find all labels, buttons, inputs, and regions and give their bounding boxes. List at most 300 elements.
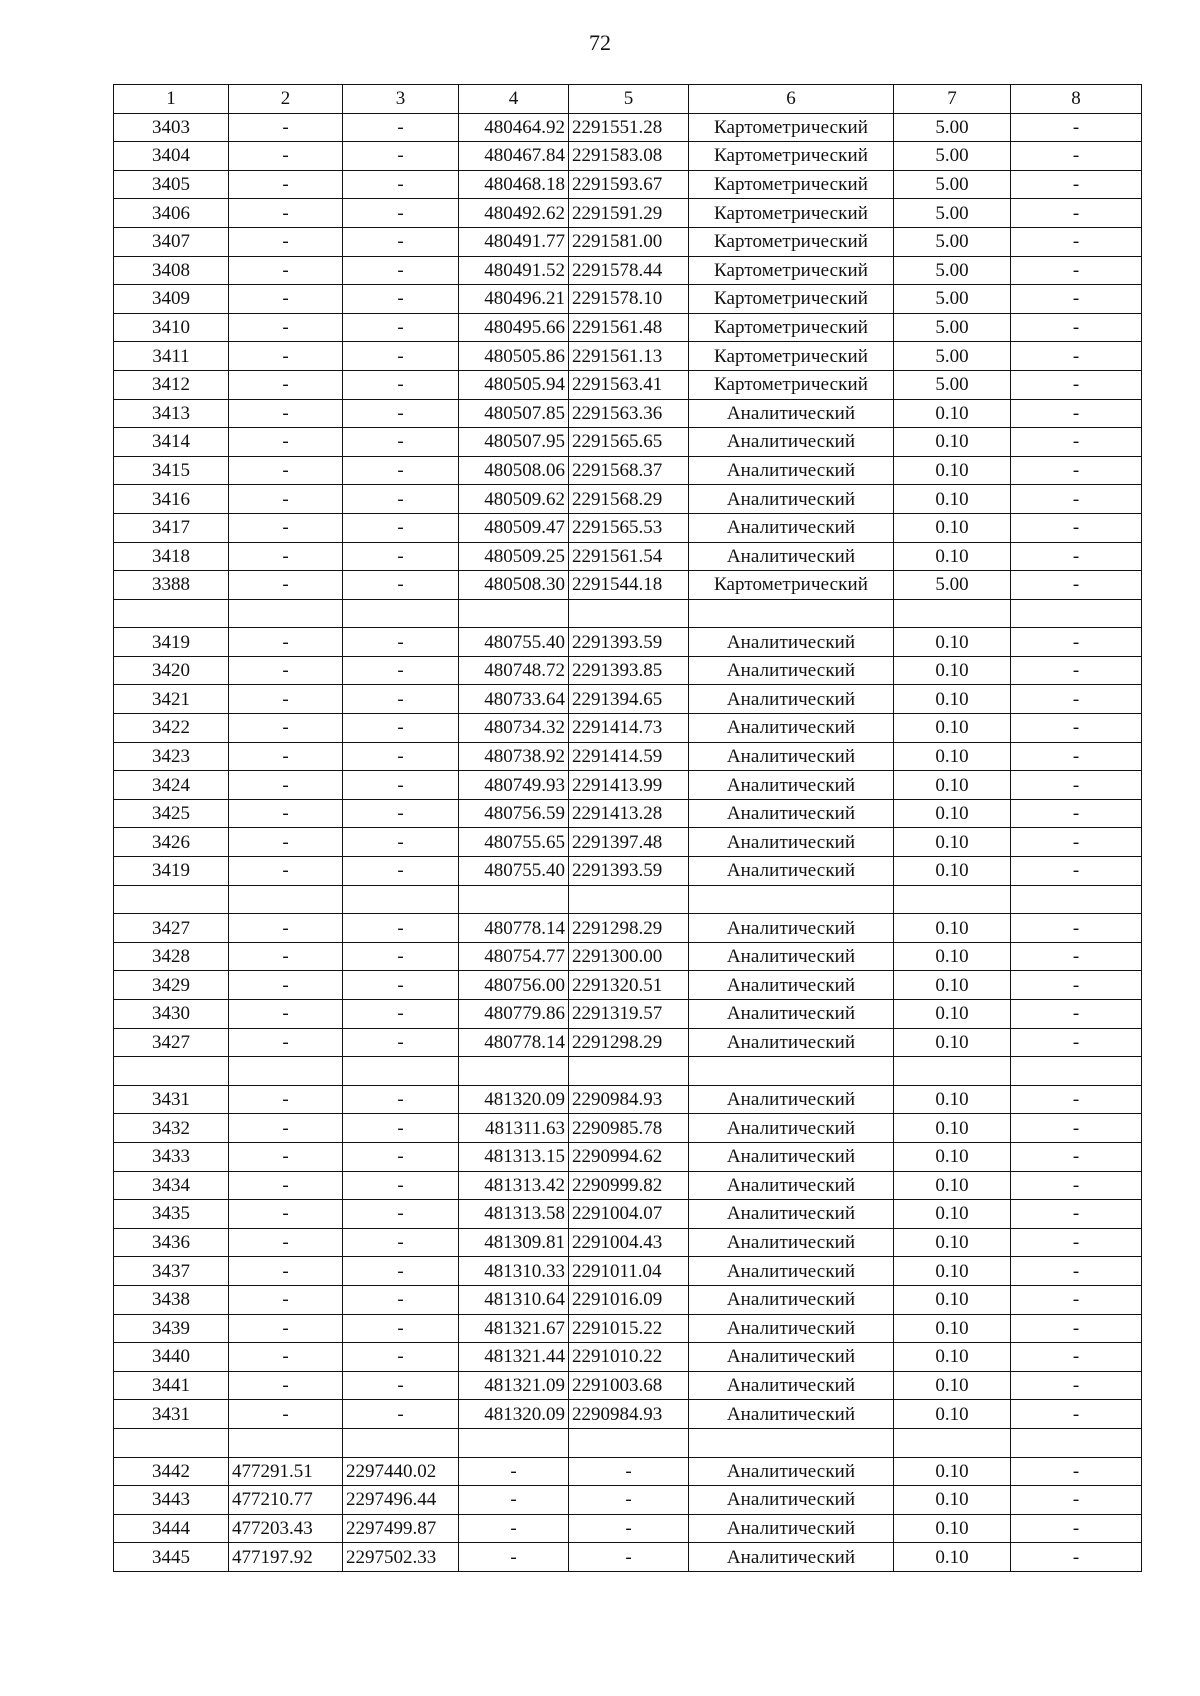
description-cell: -	[1011, 685, 1142, 714]
table-row	[114, 885, 1142, 914]
description-cell	[1011, 1057, 1142, 1086]
x-new-cell	[459, 1057, 569, 1086]
x-old-cell: -	[229, 828, 343, 857]
table-row	[114, 199, 1142, 228]
x-old-cell: -	[229, 1314, 343, 1343]
x-old-cell: -	[229, 399, 343, 428]
y-old-cell: -	[343, 1400, 459, 1429]
accuracy-cell: 0.10	[894, 1457, 1011, 1486]
y-old-cell: -	[343, 370, 459, 399]
x-old-cell: -	[229, 571, 343, 600]
point-number-cell: 3430	[114, 1000, 229, 1029]
x-old-cell: -	[229, 313, 343, 342]
description-cell: -	[1011, 485, 1142, 514]
point-number-cell: 3419	[114, 857, 229, 886]
accuracy-cell: 0.10	[894, 1486, 1011, 1515]
table-row	[114, 313, 1142, 342]
table-row	[114, 456, 1142, 485]
accuracy-cell: 0.10	[894, 799, 1011, 828]
description-cell: -	[1011, 714, 1142, 743]
point-number-cell: 3436	[114, 1228, 229, 1257]
y-old-cell: -	[343, 971, 459, 1000]
method-cell: Картометрический	[689, 142, 894, 171]
description-cell: -	[1011, 1314, 1142, 1343]
y-new-cell: 2291561.13	[569, 342, 689, 371]
x-old-cell: -	[229, 456, 343, 485]
y-old-cell: -	[343, 170, 459, 199]
y-new-cell: 2290999.82	[569, 1171, 689, 1200]
method-cell: Аналитический	[689, 1457, 894, 1486]
description-cell: -	[1011, 1142, 1142, 1171]
x-new-cell: 480505.86	[459, 342, 569, 371]
y-new-cell: 2291578.44	[569, 256, 689, 285]
x-old-cell: -	[229, 1371, 343, 1400]
point-number-cell: 3419	[114, 628, 229, 657]
x-old-cell: -	[229, 170, 343, 199]
table-row	[114, 1343, 1142, 1372]
point-number-cell	[114, 599, 229, 628]
y-new-cell: 2291583.08	[569, 142, 689, 171]
point-number-cell: 3437	[114, 1257, 229, 1286]
y-old-cell: -	[343, 1314, 459, 1343]
accuracy-cell: 5.00	[894, 170, 1011, 199]
method-cell: Аналитический	[689, 485, 894, 514]
y-new-cell: 2291393.59	[569, 857, 689, 886]
x-old-cell: -	[229, 799, 343, 828]
point-number-cell: 3439	[114, 1314, 229, 1343]
accuracy-cell: 0.10	[894, 1200, 1011, 1229]
x-new-cell: 480491.52	[459, 256, 569, 285]
accuracy-cell: 0.10	[894, 771, 1011, 800]
x-old-cell: -	[229, 199, 343, 228]
point-number-cell: 3422	[114, 714, 229, 743]
x-new-cell	[459, 1428, 569, 1457]
description-cell: -	[1011, 571, 1142, 600]
y-new-cell: 2291393.85	[569, 656, 689, 685]
table-row	[114, 771, 1142, 800]
method-cell: Картометрический	[689, 370, 894, 399]
point-number-cell: 3427	[114, 1028, 229, 1057]
x-old-cell: -	[229, 1114, 343, 1143]
description-cell: -	[1011, 771, 1142, 800]
accuracy-cell: 5.00	[894, 285, 1011, 314]
table-row	[114, 142, 1142, 171]
accuracy-cell: 5.00	[894, 256, 1011, 285]
point-number-cell: 3429	[114, 971, 229, 1000]
x-old-cell	[229, 1428, 343, 1457]
x-new-cell: 480505.94	[459, 370, 569, 399]
accuracy-cell: 0.10	[894, 1514, 1011, 1543]
table-row	[114, 370, 1142, 399]
point-number-cell: 3427	[114, 914, 229, 943]
method-cell: Аналитический	[689, 1543, 894, 1572]
y-old-cell: -	[343, 571, 459, 600]
point-number-cell: 3410	[114, 313, 229, 342]
description-cell: -	[1011, 370, 1142, 399]
point-number-cell	[114, 1057, 229, 1086]
method-cell: Аналитический	[689, 1000, 894, 1029]
y-new-cell: 2290994.62	[569, 1142, 689, 1171]
description-cell: -	[1011, 313, 1142, 342]
method-cell: Аналитический	[689, 1400, 894, 1429]
point-number-cell: 3441	[114, 1371, 229, 1400]
x-old-cell: -	[229, 857, 343, 886]
x-new-cell: 480495.66	[459, 313, 569, 342]
description-cell: -	[1011, 828, 1142, 857]
method-cell: Аналитический	[689, 628, 894, 657]
point-number-cell: 3444	[114, 1514, 229, 1543]
method-cell: Аналитический	[689, 1028, 894, 1057]
x-old-cell: -	[229, 1142, 343, 1171]
x-old-cell: -	[229, 1000, 343, 1029]
x-new-cell: 480734.32	[459, 714, 569, 743]
y-old-cell: -	[343, 113, 459, 142]
x-new-cell: 480749.93	[459, 771, 569, 800]
method-cell: Аналитический	[689, 1514, 894, 1543]
coordinates-table	[113, 84, 1142, 1572]
method-cell: Аналитический	[689, 1343, 894, 1372]
header-cell: 7	[894, 85, 1011, 114]
x-old-cell: -	[229, 628, 343, 657]
y-new-cell: 2291004.43	[569, 1228, 689, 1257]
y-new-cell: 2291563.41	[569, 370, 689, 399]
x-new-cell: 480464.92	[459, 113, 569, 142]
y-old-cell: -	[343, 256, 459, 285]
x-new-cell: 480756.59	[459, 799, 569, 828]
x-new-cell: 481313.58	[459, 1200, 569, 1229]
accuracy-cell: 0.10	[894, 1171, 1011, 1200]
point-number-cell: 3412	[114, 370, 229, 399]
method-cell: Картометрический	[689, 342, 894, 371]
table-row	[114, 799, 1142, 828]
y-old-cell: -	[343, 399, 459, 428]
x-new-cell: 480779.86	[459, 1000, 569, 1029]
description-cell	[1011, 599, 1142, 628]
y-old-cell: -	[343, 313, 459, 342]
x-old-cell: -	[229, 1257, 343, 1286]
method-cell: Аналитический	[689, 1142, 894, 1171]
description-cell: -	[1011, 1200, 1142, 1229]
x-old-cell: -	[229, 1171, 343, 1200]
y-new-cell: 2291320.51	[569, 971, 689, 1000]
accuracy-cell: 0.10	[894, 1543, 1011, 1572]
description-cell: -	[1011, 1000, 1142, 1029]
y-new-cell: 2291593.67	[569, 170, 689, 199]
point-number-cell: 3426	[114, 828, 229, 857]
point-number-cell: 3442	[114, 1457, 229, 1486]
x-old-cell: -	[229, 342, 343, 371]
method-cell: Картометрический	[689, 170, 894, 199]
point-number-cell: 3414	[114, 428, 229, 457]
y-new-cell: 2291551.28	[569, 113, 689, 142]
table-row	[114, 1257, 1142, 1286]
accuracy-cell	[894, 885, 1011, 914]
description-cell: -	[1011, 1400, 1142, 1429]
method-cell: Аналитический	[689, 399, 894, 428]
y-new-cell: 2291568.29	[569, 485, 689, 514]
y-old-cell: -	[343, 685, 459, 714]
accuracy-cell: 0.10	[894, 1285, 1011, 1314]
x-new-cell: 481311.63	[459, 1114, 569, 1143]
method-cell: Аналитический	[689, 742, 894, 771]
method-cell: Картометрический	[689, 227, 894, 256]
y-new-cell	[569, 1057, 689, 1086]
x-new-cell: 480491.77	[459, 227, 569, 256]
y-old-cell: -	[343, 227, 459, 256]
point-number-cell: 3405	[114, 170, 229, 199]
x-old-cell: -	[229, 1285, 343, 1314]
description-cell: -	[1011, 971, 1142, 1000]
x-old-cell: -	[229, 485, 343, 514]
method-cell: Аналитический	[689, 714, 894, 743]
x-old-cell: -	[229, 1028, 343, 1057]
y-old-cell: -	[343, 1257, 459, 1286]
method-cell: Картометрический	[689, 571, 894, 600]
method-cell: Аналитический	[689, 456, 894, 485]
x-new-cell: 480508.06	[459, 456, 569, 485]
description-cell: -	[1011, 656, 1142, 685]
table-row	[114, 399, 1142, 428]
point-number-cell: 3425	[114, 799, 229, 828]
method-cell: Аналитический	[689, 685, 894, 714]
point-number-cell: 3421	[114, 685, 229, 714]
point-number-cell	[114, 885, 229, 914]
point-number-cell: 3435	[114, 1200, 229, 1229]
table-row	[114, 1028, 1142, 1057]
y-new-cell: 2291561.54	[569, 542, 689, 571]
point-number-cell: 3440	[114, 1343, 229, 1372]
description-cell: -	[1011, 1257, 1142, 1286]
x-old-cell: -	[229, 1228, 343, 1257]
header-cell: 6	[689, 85, 894, 114]
y-new-cell	[569, 1428, 689, 1457]
table-row	[114, 113, 1142, 142]
accuracy-cell: 0.10	[894, 1114, 1011, 1143]
table-row	[114, 542, 1142, 571]
x-old-cell: -	[229, 1085, 343, 1114]
point-number-cell: 3403	[114, 113, 229, 142]
y-old-cell: -	[343, 428, 459, 457]
x-new-cell: 480778.14	[459, 914, 569, 943]
description-cell: -	[1011, 942, 1142, 971]
table-row	[114, 1514, 1142, 1543]
x-new-cell: 480733.64	[459, 685, 569, 714]
accuracy-cell: 0.10	[894, 628, 1011, 657]
method-cell: Картометрический	[689, 285, 894, 314]
accuracy-cell	[894, 1057, 1011, 1086]
point-number-cell: 3428	[114, 942, 229, 971]
description-cell: -	[1011, 456, 1142, 485]
description-cell: -	[1011, 285, 1142, 314]
method-cell: Картометрический	[689, 199, 894, 228]
x-new-cell: 481313.15	[459, 1142, 569, 1171]
x-old-cell: -	[229, 428, 343, 457]
accuracy-cell: 0.10	[894, 1028, 1011, 1057]
y-new-cell: 2291397.48	[569, 828, 689, 857]
x-new-cell	[459, 599, 569, 628]
x-old-cell: 477203.43	[229, 1514, 343, 1543]
x-new-cell: 480778.14	[459, 1028, 569, 1057]
header-cell: 8	[1011, 85, 1142, 114]
y-new-cell: 2291414.73	[569, 714, 689, 743]
point-number-cell: 3424	[114, 771, 229, 800]
method-cell	[689, 885, 894, 914]
accuracy-cell: 0.10	[894, 857, 1011, 886]
table-row	[114, 170, 1142, 199]
table-body	[114, 113, 1142, 1571]
method-cell: Аналитический	[689, 799, 894, 828]
description-cell: -	[1011, 1028, 1142, 1057]
table-row	[114, 1142, 1142, 1171]
y-new-cell: 2291414.59	[569, 742, 689, 771]
point-number-cell: 3432	[114, 1114, 229, 1143]
x-new-cell: -	[459, 1543, 569, 1572]
point-number-cell: 3409	[114, 285, 229, 314]
y-old-cell: -	[343, 1171, 459, 1200]
description-cell: -	[1011, 256, 1142, 285]
x-old-cell: 477210.77	[229, 1486, 343, 1515]
accuracy-cell: 0.10	[894, 942, 1011, 971]
header-cell: 4	[459, 85, 569, 114]
y-new-cell: -	[569, 1514, 689, 1543]
y-new-cell: 2291568.37	[569, 456, 689, 485]
point-number-cell: 3408	[114, 256, 229, 285]
x-old-cell: -	[229, 142, 343, 171]
x-old-cell: -	[229, 771, 343, 800]
accuracy-cell: 0.10	[894, 1000, 1011, 1029]
method-cell: Аналитический	[689, 656, 894, 685]
y-old-cell: 2297496.44	[343, 1486, 459, 1515]
table-row	[114, 942, 1142, 971]
table-row	[114, 428, 1142, 457]
table-row	[114, 342, 1142, 371]
point-number-cell: 3420	[114, 656, 229, 685]
y-new-cell: 2291298.29	[569, 1028, 689, 1057]
table-header-row	[114, 85, 1142, 114]
method-cell: Аналитический	[689, 1114, 894, 1143]
description-cell: -	[1011, 1285, 1142, 1314]
x-old-cell: -	[229, 113, 343, 142]
x-old-cell: -	[229, 542, 343, 571]
x-new-cell: 481309.81	[459, 1228, 569, 1257]
x-old-cell: -	[229, 656, 343, 685]
accuracy-cell: 0.10	[894, 742, 1011, 771]
method-cell	[689, 1057, 894, 1086]
y-new-cell: 2291413.28	[569, 799, 689, 828]
y-new-cell: 2291016.09	[569, 1285, 689, 1314]
table-row	[114, 914, 1142, 943]
description-cell: -	[1011, 1371, 1142, 1400]
table-row	[114, 714, 1142, 743]
x-new-cell: 481320.09	[459, 1085, 569, 1114]
point-number-cell: 3413	[114, 399, 229, 428]
accuracy-cell: 0.10	[894, 1142, 1011, 1171]
x-new-cell: 481310.64	[459, 1285, 569, 1314]
table-row	[114, 1314, 1142, 1343]
accuracy-cell: 0.10	[894, 399, 1011, 428]
header-cell: 1	[114, 85, 229, 114]
point-number-cell: 3418	[114, 542, 229, 571]
accuracy-cell: 0.10	[894, 456, 1011, 485]
table-row	[114, 1285, 1142, 1314]
accuracy-cell: 5.00	[894, 571, 1011, 600]
method-cell: Картометрический	[689, 313, 894, 342]
x-old-cell	[229, 1057, 343, 1086]
y-new-cell: 2290984.93	[569, 1085, 689, 1114]
accuracy-cell: 0.10	[894, 1400, 1011, 1429]
y-old-cell: -	[343, 1000, 459, 1029]
method-cell	[689, 1428, 894, 1457]
method-cell: Аналитический	[689, 1314, 894, 1343]
table-row	[114, 1543, 1142, 1572]
table-row	[114, 1000, 1142, 1029]
y-new-cell: 2291004.07	[569, 1200, 689, 1229]
x-old-cell: -	[229, 742, 343, 771]
y-new-cell: 2291393.59	[569, 628, 689, 657]
point-number-cell: 3411	[114, 342, 229, 371]
x-new-cell: 480755.65	[459, 828, 569, 857]
y-old-cell: -	[343, 628, 459, 657]
x-new-cell: 481321.09	[459, 1371, 569, 1400]
method-cell: Аналитический	[689, 1171, 894, 1200]
y-new-cell: 2291298.29	[569, 914, 689, 943]
method-cell: Аналитический	[689, 771, 894, 800]
table-row	[114, 1085, 1142, 1114]
table-row	[114, 285, 1142, 314]
accuracy-cell: 0.10	[894, 1343, 1011, 1372]
description-cell: -	[1011, 542, 1142, 571]
accuracy-cell: 5.00	[894, 313, 1011, 342]
y-old-cell: -	[343, 285, 459, 314]
description-cell: -	[1011, 1543, 1142, 1572]
y-old-cell	[343, 1428, 459, 1457]
x-old-cell: -	[229, 914, 343, 943]
table-row	[114, 1200, 1142, 1229]
y-old-cell: -	[343, 199, 459, 228]
description-cell: -	[1011, 628, 1142, 657]
x-old-cell	[229, 885, 343, 914]
table-row	[114, 1400, 1142, 1429]
x-old-cell: -	[229, 685, 343, 714]
description-cell: -	[1011, 227, 1142, 256]
description-cell: -	[1011, 428, 1142, 457]
method-cell: Аналитический	[689, 1200, 894, 1229]
description-cell	[1011, 1428, 1142, 1457]
y-new-cell: 2291010.22	[569, 1343, 689, 1372]
x-old-cell: -	[229, 256, 343, 285]
y-old-cell: -	[343, 656, 459, 685]
y-old-cell: -	[343, 799, 459, 828]
accuracy-cell: 0.10	[894, 971, 1011, 1000]
x-new-cell: 480492.62	[459, 199, 569, 228]
x-old-cell: -	[229, 1200, 343, 1229]
y-old-cell: -	[343, 1371, 459, 1400]
y-new-cell: 2291581.00	[569, 227, 689, 256]
y-old-cell: -	[343, 742, 459, 771]
y-old-cell: -	[343, 914, 459, 943]
x-new-cell: 481313.42	[459, 1171, 569, 1200]
x-old-cell: -	[229, 942, 343, 971]
accuracy-cell: 5.00	[894, 142, 1011, 171]
x-new-cell: 481321.67	[459, 1314, 569, 1343]
x-new-cell: -	[459, 1514, 569, 1543]
point-number-cell: 3434	[114, 1171, 229, 1200]
y-new-cell: 2291561.48	[569, 313, 689, 342]
point-number-cell: 3443	[114, 1486, 229, 1515]
y-old-cell: 2297499.87	[343, 1514, 459, 1543]
table-row	[114, 1057, 1142, 1086]
point-number-cell: 3388	[114, 571, 229, 600]
